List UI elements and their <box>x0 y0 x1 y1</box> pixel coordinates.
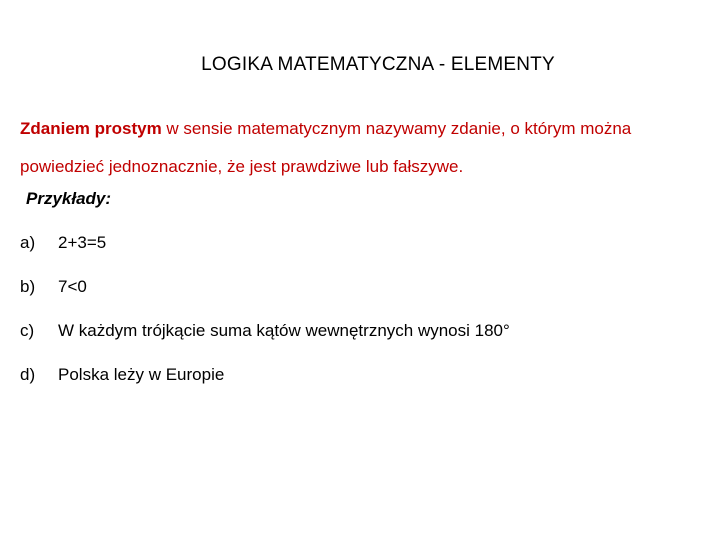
definition-text: w sensie matematycznym nazywamy zdanie, o którym można powiedzieć jednoznacznie, że jest prawdziwe lub fałszywe. <box>20 119 632 176</box>
list-marker: c) <box>20 321 35 340</box>
slide-title: LOGIKA MATEMATYCZNA - ELEMENTY <box>201 54 555 75</box>
list-item <box>20 321 700 365</box>
list-item-text: W każdym trójkącie suma kątów wewnętrznych wynosi 180° <box>58 321 510 340</box>
list-marker: d) <box>20 365 36 384</box>
list-item-text: 7<0 <box>58 277 87 296</box>
list-item <box>20 233 700 277</box>
examples-label: Przykłady: <box>26 189 112 208</box>
list-item <box>20 365 700 409</box>
list-item-text: Polska leży w Europie <box>58 365 225 384</box>
list-item-text: 2+3=5 <box>58 233 107 252</box>
list-marker: b) <box>20 277 36 296</box>
definition-term: Zdaniem prostym <box>20 119 162 138</box>
definition-paragraph <box>20 110 700 186</box>
list-item <box>20 277 700 321</box>
examples-list <box>20 233 700 409</box>
list-marker: a) <box>20 233 36 252</box>
